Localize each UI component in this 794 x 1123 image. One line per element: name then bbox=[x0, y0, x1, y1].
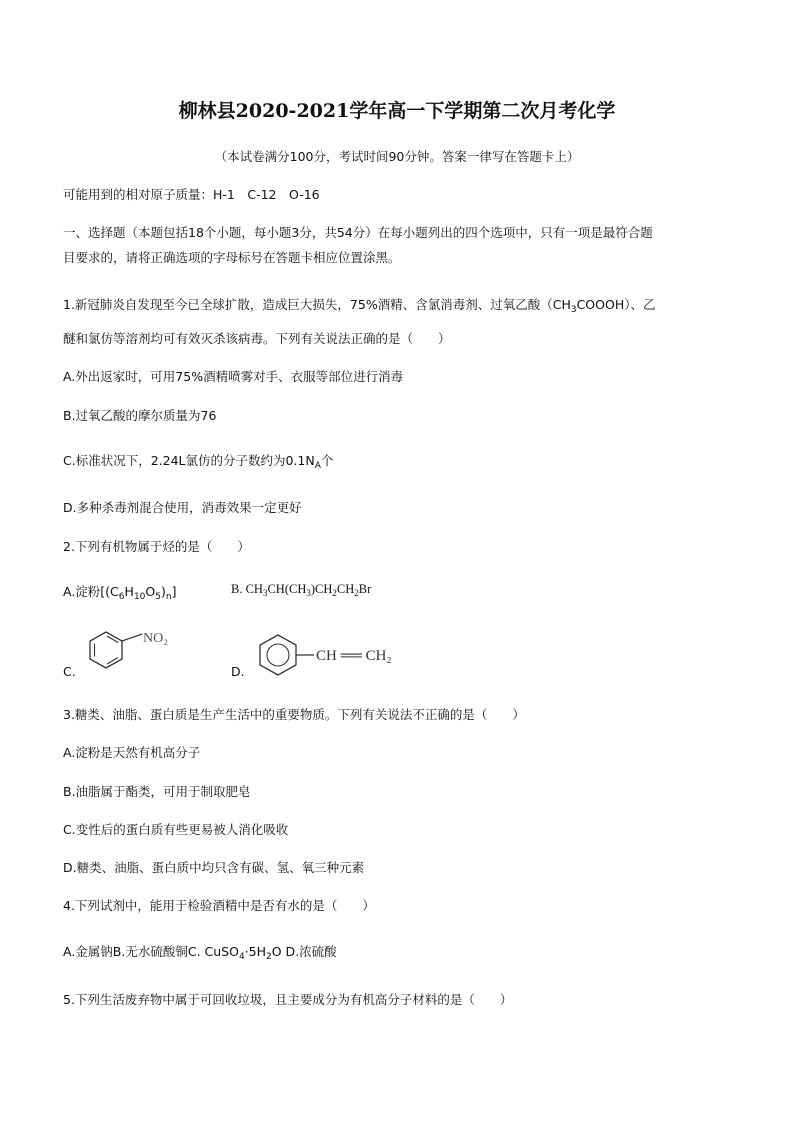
exam-subtitle: （本试卷满分100分，考试时间90分钟。答案一律写在答题卡上） bbox=[214, 149, 580, 164]
q2-stem: 2.下列有机物属于烃的是（ ） bbox=[63, 539, 250, 554]
vinyl-group-label: CH ══ CH₂ bbox=[316, 648, 392, 664]
q2-option-d-label: D. bbox=[231, 664, 245, 679]
exam-title: 柳林县2020-2021学年高一下学期第二次月考化学 bbox=[178, 100, 616, 122]
q1-option-b: B.过氧乙酸的摩尔质量为76 bbox=[63, 408, 217, 423]
q4-options: A.金属钠B.无水硫酸铜C. $CuSO_4\cdot 5H_2O$ D.浓硫酸 bbox=[63, 944, 337, 962]
q1-stem-line-2: 醚和氯仿等溶剂均可有效灭杀该病毒。下列有关说法正确的是（ ） bbox=[63, 331, 451, 346]
styrene-structure bbox=[256, 632, 426, 678]
q3-stem: 3.糖类、油脂、蛋白质是生产生活中的重要物质。下列有关说法不正确的是（ ） bbox=[63, 707, 525, 722]
q5-stem: 5.下列生活废弃物中属于可回收垃圾，且主要成分为有机高分子材料的是（ ） bbox=[63, 992, 513, 1007]
q3-option-d: D.糖类、油脂、蛋白质中均只含有碳、氢、氧三种元素 bbox=[63, 860, 365, 875]
q1-option-c: C.标准状况下，2.24L氯仿的分子数约为$0.1N_A$个 bbox=[63, 453, 334, 471]
nitro-group-label: NO₂ bbox=[143, 631, 169, 646]
q1-option-a: A.外出返家时，可用75%酒精喷雾对手、衣服等部位进行消毒 bbox=[63, 369, 404, 384]
q3-option-c: C.变性后的蛋白质有些更易被人消化吸收 bbox=[63, 822, 289, 837]
q4-stem: 4.下列试剂中，能用于检验酒精中是否有水的是（ ） bbox=[63, 898, 375, 913]
q2-option-b: B. $CH_3CH(CH_3)CH_2CH_2Br$ bbox=[231, 582, 372, 598]
q1-option-d: D.多种杀毒剂混合使用，消毒效果一定更好 bbox=[63, 500, 302, 515]
atomic-masses: 可能用到的相对原子质量：H-1 C-12 O-16 bbox=[63, 187, 320, 202]
q3-option-a: A.淀粉是天然有机高分子 bbox=[63, 745, 201, 760]
nitrobenzene-structure bbox=[86, 628, 196, 672]
q2-option-c-label: C. bbox=[63, 664, 76, 679]
q3-option-b: B.油脂属于酯类，可用于制取肥皂 bbox=[63, 784, 251, 799]
q2-option-a: A.淀粉$[(C_6H_{10}O_5)_n]$ bbox=[63, 584, 177, 602]
section-instructions-line-2: 目要求的，请将正确选项的字母标号在答题卡相应位置涂黑。 bbox=[63, 250, 401, 265]
section-instructions-line-1: 一、选择题（本题包括18个小题，每小题3分，共54分）在每小题列出的四个选项中，只有一项是最符合题 bbox=[63, 225, 653, 240]
q1-stem-line-1: 1.新冠肺炎自发现至今已全球扩散，造成巨大损失，75%酒精、含氯消毒剂、过氧乙酸$(CH_3COOOH)$、乙 bbox=[63, 297, 656, 315]
